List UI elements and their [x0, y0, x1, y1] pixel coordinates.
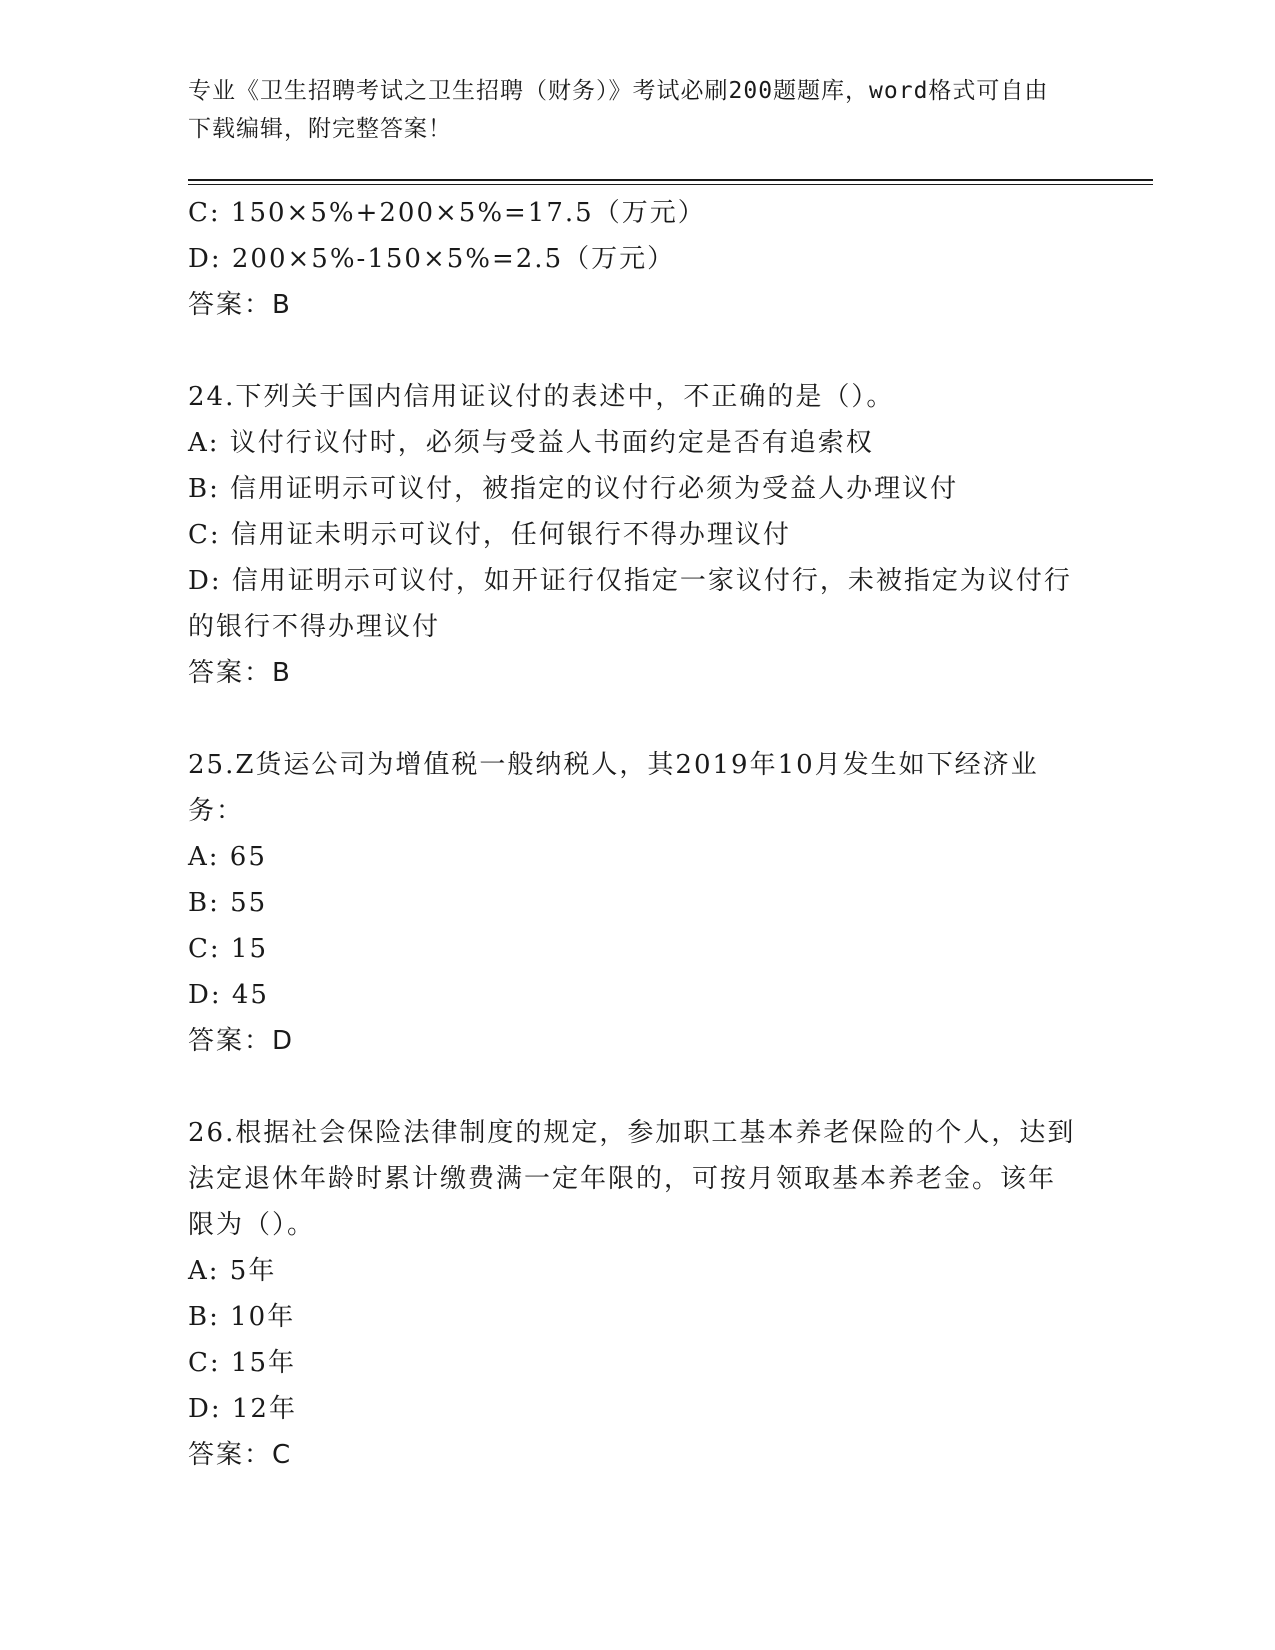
option-b: B: 10年	[188, 1302, 296, 1332]
question-24	[188, 374, 1078, 696]
question-stem: 25.Z货运公司为增值税一般纳税人，其2019年10月发生如下经济业务：	[188, 750, 1039, 826]
question-stem: 26.根据社会保险法律制度的规定，参加职工基本养老保险的个人，达到法定退休年龄时累计缴费满一定年限的，可按月领取基本养老金。该年限为（）。	[188, 1118, 1076, 1240]
option-b: B: 信用证明示可议付，被指定的议付行必须为受益人办理议付	[188, 474, 959, 504]
question-25	[188, 742, 1078, 1064]
option-a: A: 5年	[188, 1256, 277, 1286]
option-d: D: 信用证明示可议付，如开证行仅指定一家议付行，未被指定为议付行的银行不得办理议付	[188, 566, 1072, 642]
header-rule-thick	[188, 179, 1153, 181]
answer: 答案：D	[188, 1026, 295, 1056]
answer: 答案：B	[188, 290, 292, 320]
option-c: C: 15	[188, 934, 269, 964]
previous-question-tail	[188, 190, 1078, 328]
option-b: B: 55	[188, 888, 268, 918]
option-a: A: 议付行议付时，必须与受益人书面约定是否有追索权	[188, 428, 874, 458]
page-header: 专业《卫生招聘考试之卫生招聘（财务）》考试必刷200题题库，word格式可自由下载编辑，附完整答案！	[188, 78, 1049, 142]
answer: 答案：C	[188, 1440, 293, 1470]
option-d: D: 200×5%-150×5%=2.5（万元）	[188, 244, 676, 274]
header-rule-thin	[188, 184, 1153, 185]
question-stem: 24.下列关于国内信用证议付的表述中，不正确的是（）。	[188, 382, 895, 412]
option-c: C: 15年	[188, 1348, 297, 1378]
question-list	[188, 190, 1078, 1478]
option-c: C: 信用证未明示可议付，任何银行不得办理议付	[188, 520, 791, 550]
option-a: A: 65	[188, 842, 267, 872]
option-c: C: 150×5%+200×5%=17.5（万元）	[188, 198, 706, 228]
question-26	[188, 1110, 1078, 1478]
answer: 答案：B	[188, 658, 292, 688]
option-d: D: 12年	[188, 1394, 297, 1424]
option-d: D: 45	[188, 980, 269, 1010]
